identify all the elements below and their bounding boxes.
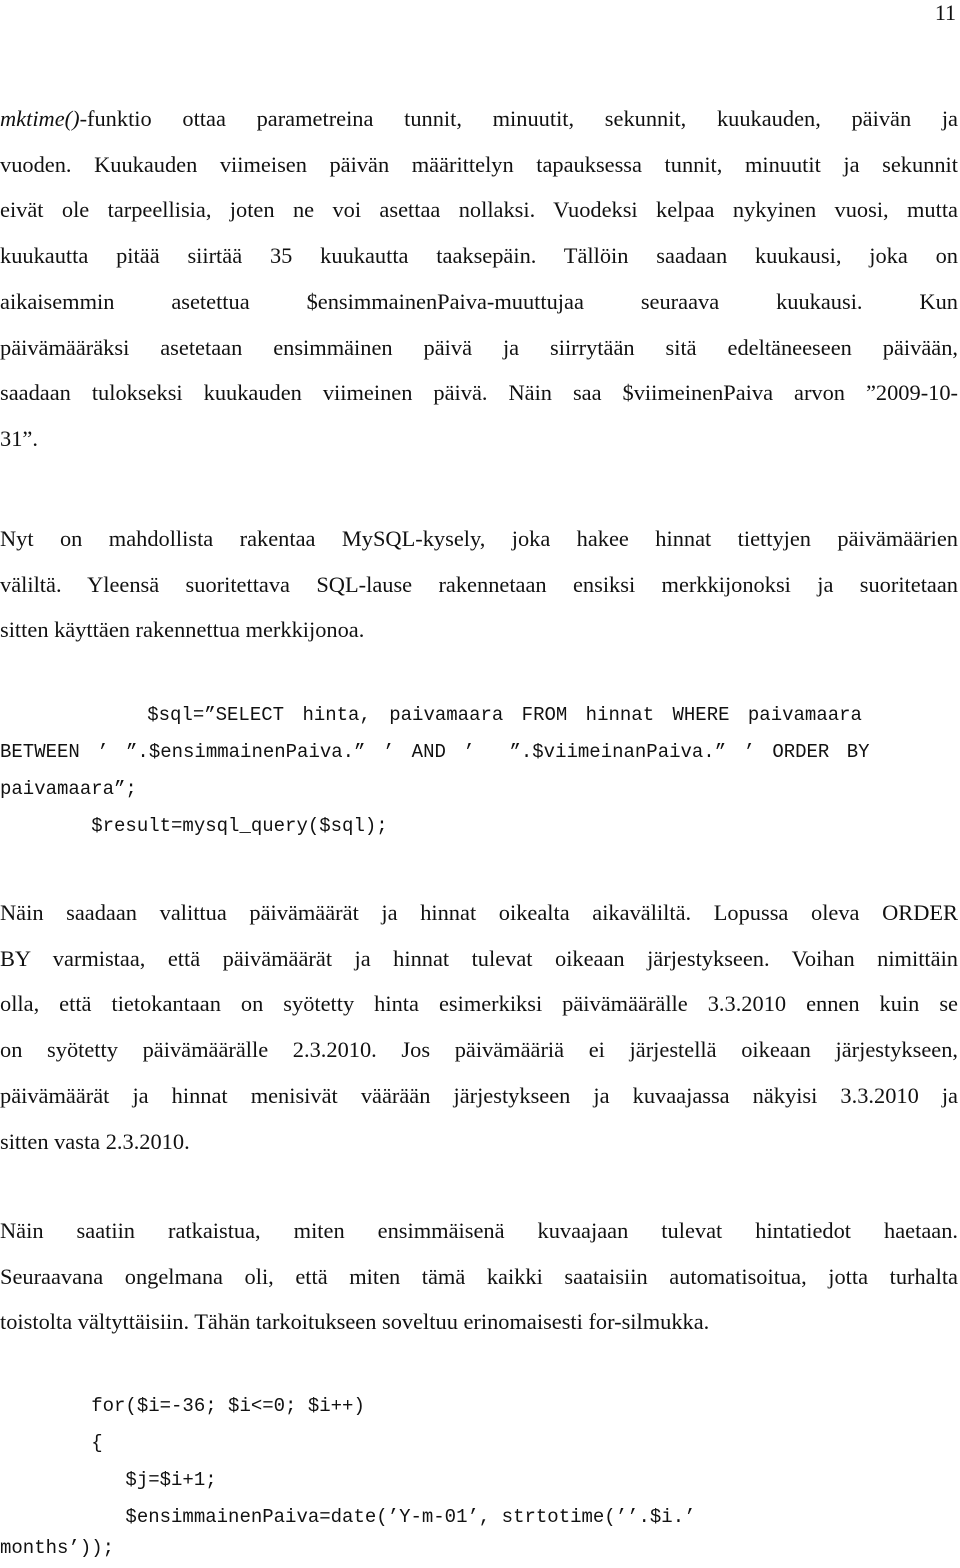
- text-line: sitten vasta 2.3.2010.: [0, 1128, 190, 1154]
- text-line: kuukautta pitää siirtää 35 kuukautta taaksepäin. Tällöin saadaan kuukausi, joka on: [0, 243, 958, 269]
- text-line: Seuraavana ongelmana oli, että miten tämä kaikki saataisiin automatisoitua, jotta turhalta: [0, 1263, 958, 1289]
- code-line: BETWEEN ’ ”.$ensimmainenPaiva.” ’ AND ’ ”.$viimeinanPaiva.” ’ ORDER BY: [0, 741, 870, 763]
- text-line: sitten käyttäen rakennettua merkkijonoa.: [0, 617, 365, 643]
- code-line: $sql=”SELECT hinta, paivamaara FROM hinnat WHERE paivamaara: [0, 704, 862, 726]
- text-line: Näin saatiin ratkaistua, miten ensimmäisenä kuvaajaan tulevat hintatiedot haetaan.: [0, 1218, 958, 1243]
- paragraph-mysql-query: [0, 516, 958, 653]
- text-line: aikaisemmin asetettua $ensimmainenPaiva-muuttujaa seuraava kuukausi. Kun: [0, 288, 958, 314]
- text-line: olla, että tietokantaan on syötetty hinta esimerkiksi päivämäärälle 3.3.2010 ennen kuin se: [0, 991, 958, 1017]
- code-line: $j=$i+1;: [0, 1469, 217, 1491]
- paragraph-order-by: [0, 890, 958, 1164]
- code-line: for($i=-36; $i<=0; $i++): [0, 1395, 365, 1417]
- text-line: Näin saadaan valittua päivämäärät ja hinnat oikealta aikaväliltä. Lopussa oleva ORDER: [0, 900, 958, 925]
- text-line: on syötetty päivämäärälle 2.3.2010. Jos päivämääriä ei järjestellä oikeaan järjestykseen,: [0, 1037, 958, 1063]
- text-line: vuoden. Kuukauden viimeisen päivän määrittelyn tapauksessa tunnit, minuutit ja sekunnit: [0, 151, 958, 177]
- code-line: $ensimmainenPaiva=date(’Y-m-01’, strtotime(’’.$i.’: [0, 1506, 696, 1528]
- text-line: päivämäärät ja hinnat menisivät väärään järjestykseen ja kuvaajassa näkyisi 3.3.2010 ja: [0, 1082, 958, 1108]
- text-line: saadaan tulokseksi kuukauden viimeinen päivä. Näin saa $viimeinenPaiva arvon ”2009-10-: [0, 380, 958, 406]
- paragraph-mktime: [0, 96, 958, 462]
- code-line: months’));: [0, 1537, 115, 1559]
- text-line: 31”.: [0, 425, 38, 451]
- function-name: mktime(): [0, 106, 80, 131]
- code-block-sql: [0, 697, 958, 845]
- text-line: toistolta vältyttäisiin. Tähän tarkoitukseen soveltuu erinomaisesti for-silmukka.: [0, 1309, 710, 1335]
- page-number: 11: [934, 0, 956, 25]
- code-line: $result=mysql_query($sql);: [0, 815, 388, 837]
- code-line: paivamaara”;: [0, 778, 137, 800]
- text-line: mktime()-funktio ottaa parametreina tunnit, minuutit, sekunnit, kuukauden, päivän ja: [0, 106, 958, 131]
- text-line: eivät ole tarpeellisia, joten ne voi asettaa nollaksi. Vuodeksi kelpaa nykyinen vuosi, mutta: [0, 197, 958, 223]
- text-line: Nyt on mahdollista rakentaa MySQL-kysely, joka hakee hinnat tiettyjen päivämäärien: [0, 526, 958, 551]
- text-line: väliltä. Yleensä suoritettava SQL-lause rakennetaan ensiksi merkkijonoksi ja suoritetaan: [0, 571, 958, 597]
- paragraph-automation: [0, 1208, 958, 1345]
- code-line: {: [0, 1432, 103, 1454]
- code-block-for-loop: [0, 1388, 958, 1567]
- text-line: päivämääräksi asetetaan ensimmäinen päivä ja siirrytään sitä edeltäneeseen päivään,: [0, 334, 958, 360]
- text-line: BY varmistaa, että päivämäärät ja hinnat tulevat oikeaan järjestykseen. Voihan nimittäin: [0, 945, 958, 971]
